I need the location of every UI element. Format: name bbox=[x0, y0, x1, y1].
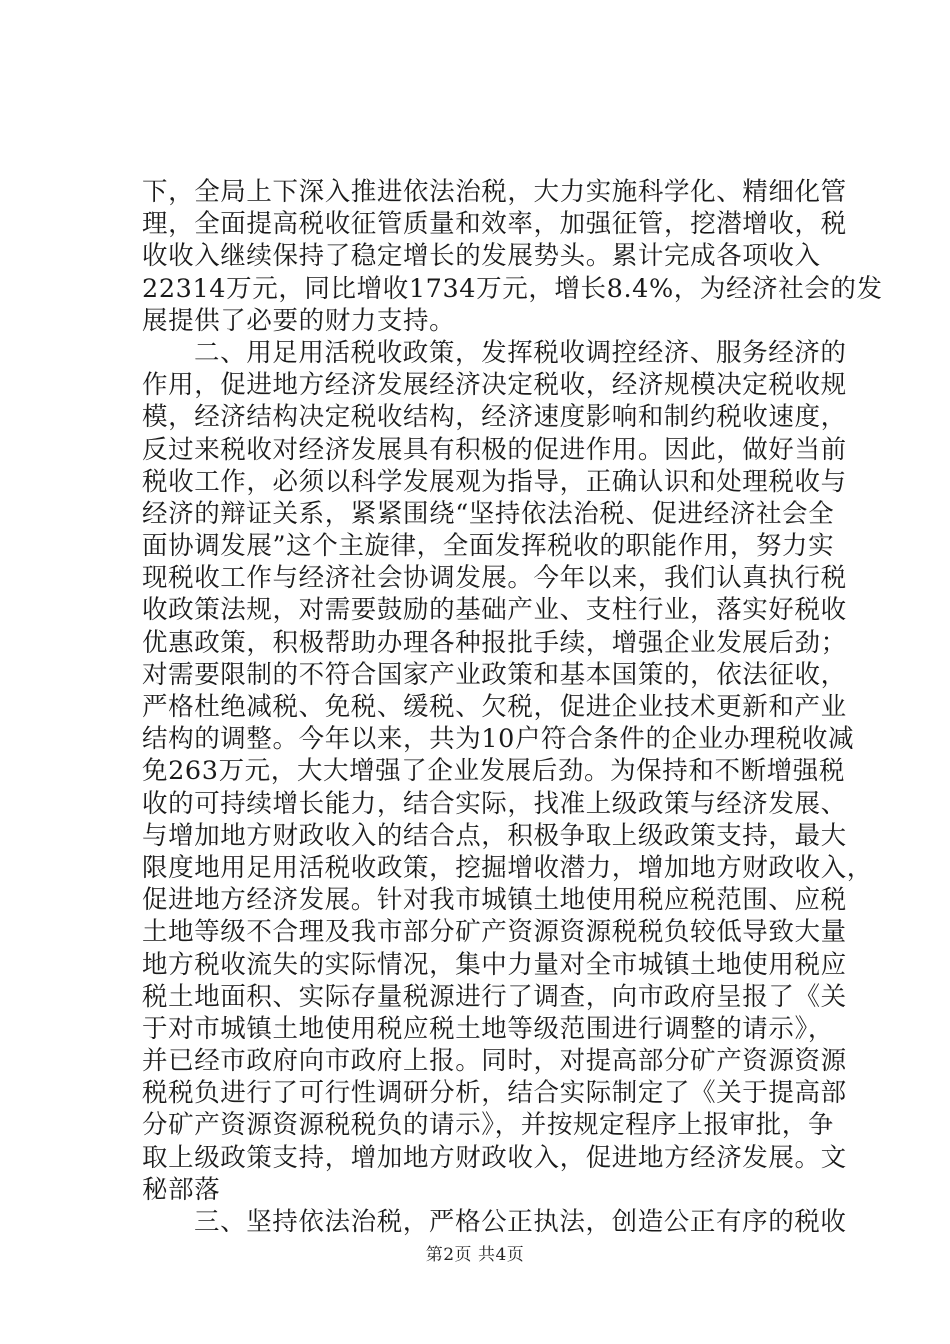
text-line: 税土地面积、实际存量税源进行了调查，向市政府呈报了《关 bbox=[142, 981, 847, 1012]
text-line: 展提供了必要的财力支持。 bbox=[142, 305, 456, 336]
text-line: 现税收工作与经济社会协调发展。今年以来，我们认真执行税 bbox=[142, 563, 847, 594]
text-line: 与增加地方财政收入的结合点，积极争取上级政策支持，最大 bbox=[142, 820, 847, 851]
text-line: 收政策法规，对需要鼓励的基础产业、支柱行业，落实好税收 bbox=[142, 595, 847, 626]
text-line: 对需要限制的不符合国家产业政策和基本国策的，依法征收， bbox=[142, 659, 847, 690]
text-line: 22314万元，同比增收1734万元，增长8.4%，为经济社会的发 bbox=[142, 273, 883, 304]
text-line: 免263万元，大大增强了企业发展后劲。为保持和不断增强税 bbox=[142, 756, 845, 787]
section-heading-line: 二、用足用活税收政策，发挥税收调控经济、服务经济的 bbox=[194, 337, 847, 368]
text-line: 税收工作，必须以科学发展观为指导，正确认识和处理税收与 bbox=[142, 466, 847, 497]
text-line: 面协调发展”这个主旋律，全面发挥税收的职能作用，努力实 bbox=[142, 531, 835, 562]
text-line: 取上级政策支持，增加地方财政收入，促进地方经济发展。文 bbox=[142, 1142, 847, 1173]
text-line: 土地等级不合理及我市部分矿产资源资源税税负较低导致大量 bbox=[142, 917, 847, 948]
text-line: 理，全面提高税收征管质量和效率，加强征管，挖潜增收，税 bbox=[142, 209, 847, 240]
text-line: 结构的调整。今年以来，共为10户符合条件的企业办理税收减 bbox=[142, 724, 855, 755]
section-heading-line: 三、坚持依法治税，严格公正执法，创造公正有序的税收 bbox=[194, 1207, 847, 1237]
text-line: 严格杜绝减税、免税、缓税、欠税，促进企业技术更新和产业 bbox=[142, 692, 847, 722]
text-line: 限度地用足用活税收政策，挖掘增收潜力，增加地方财政收入， bbox=[142, 852, 873, 883]
text-line: 收收入继续保持了稳定增长的发展势头。累计完成各项收入 bbox=[142, 241, 821, 272]
text-line: 于对市城镇土地使用税应税土地等级范围进行调整的请示》， bbox=[142, 1013, 834, 1044]
text-line: 收的可持续增长能力，结合实际，找准上级政策与经济发展、 bbox=[142, 788, 847, 819]
text-line: 下，全局上下深入推进依法治税，大力实施科学化、精细化管 bbox=[142, 177, 847, 207]
text-line: 优惠政策，积极帮助办理各种报批手续，增强企业发展后劲； bbox=[142, 627, 847, 658]
document-body bbox=[142, 176, 883, 1238]
text-line: 税税负进行了可行性调研分析，结合实际制定了《关于提高部 bbox=[142, 1078, 847, 1109]
text-line: 并已经市政府向市政府上报。同时，对提高部分矿产资源资源 bbox=[142, 1046, 847, 1077]
text-line: 模，经济结构决定税收结构，经济速度影响和制约税收速度， bbox=[142, 402, 847, 433]
text-line: 促进地方经济发展。针对我市城镇土地使用税应税范围、应税 bbox=[142, 885, 847, 916]
text-line: 反过来税收对经济发展具有积极的促进作用。因此，做好当前 bbox=[142, 434, 847, 465]
text-line: 分矿产资源资源税税负的请示》，并按规定程序上报审批，争 bbox=[142, 1110, 834, 1141]
text-line: 秘部落 bbox=[142, 1174, 221, 1205]
text-line: 地方税收流失的实际情况，集中力量对全市城镇土地使用税应 bbox=[142, 949, 847, 980]
page-number-footer: 第2页 共4页 bbox=[425, 1245, 525, 1265]
text-line: 作用，促进地方经济发展经济决定税收，经济规模决定税收规 bbox=[142, 370, 847, 401]
text-line: 经济的辩证关系，紧紧围绕“坚持依法治税、促进经济社会全 bbox=[142, 498, 835, 529]
